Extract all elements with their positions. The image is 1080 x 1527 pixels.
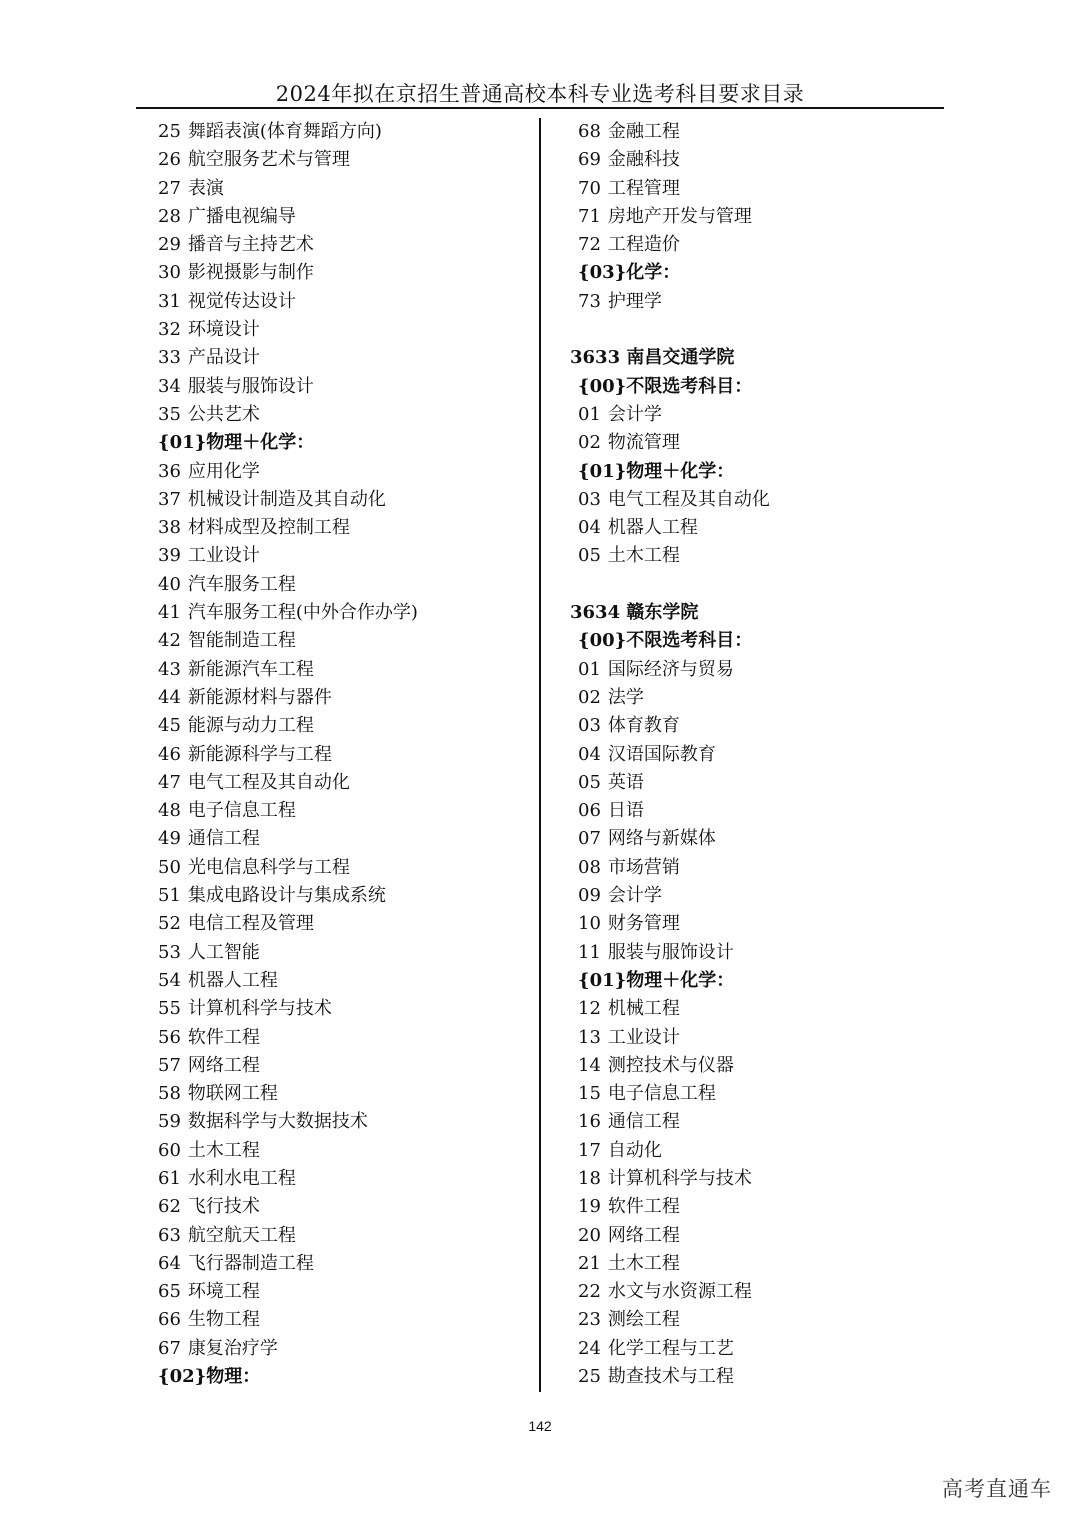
major-name: 会计学 xyxy=(607,885,662,907)
major-list-item xyxy=(570,825,950,853)
major-name: 集成电路设计与集成系统 xyxy=(187,885,386,907)
major-list-item xyxy=(158,684,533,712)
major-number: 61 xyxy=(158,1167,181,1189)
major-name: 通信工程 xyxy=(607,1111,680,1133)
major-number: 45 xyxy=(158,715,181,737)
major-number: 42 xyxy=(158,630,181,652)
school-heading: 3634 赣东学院 xyxy=(570,602,699,624)
major-list-item xyxy=(158,1335,533,1363)
major-number: 40 xyxy=(158,573,181,595)
major-number: 24 xyxy=(578,1337,601,1359)
major-name: 材料成型及控制工程 xyxy=(187,517,350,539)
major-number: 72 xyxy=(578,234,601,256)
major-name: 护理学 xyxy=(607,290,662,312)
major-name: 新能源汽车工程 xyxy=(187,658,314,680)
major-number: 27 xyxy=(158,177,181,199)
major-list-item xyxy=(158,741,533,769)
major-name: 勘查技术与工程 xyxy=(607,1366,734,1388)
major-list-item xyxy=(158,571,533,599)
major-name: 测绘工程 xyxy=(607,1309,680,1331)
major-name: 工程管理 xyxy=(607,177,680,199)
major-number: 35 xyxy=(158,403,181,425)
major-name: 财务管理 xyxy=(607,913,680,935)
major-number: 57 xyxy=(158,1054,181,1076)
major-list-item xyxy=(570,1193,950,1221)
major-name: 机器人工程 xyxy=(607,517,698,539)
major-list-item xyxy=(158,1193,533,1221)
major-number: 03 xyxy=(578,715,601,737)
major-number: 11 xyxy=(578,941,601,963)
major-name: 金融科技 xyxy=(607,149,680,171)
major-number: 59 xyxy=(158,1111,181,1133)
major-list-item xyxy=(570,1137,950,1165)
major-number: 05 xyxy=(578,545,601,567)
major-name: 会计学 xyxy=(607,403,662,425)
major-list-item xyxy=(570,1335,950,1363)
major-number: 04 xyxy=(578,517,601,539)
major-list-item xyxy=(570,882,950,910)
major-number: 65 xyxy=(158,1281,181,1303)
major-list-item xyxy=(570,429,950,457)
school-heading: 3633 南昌交通学院 xyxy=(570,347,735,369)
major-name: 人工智能 xyxy=(187,941,260,963)
major-number: 03 xyxy=(578,488,601,510)
major-number: 43 xyxy=(158,658,181,680)
major-list-item xyxy=(158,458,533,486)
major-number: 63 xyxy=(158,1224,181,1246)
major-name: 服装与服饰设计 xyxy=(607,941,734,963)
major-list-item xyxy=(570,1363,950,1391)
major-list-item xyxy=(158,259,533,287)
major-list-item xyxy=(570,1052,950,1080)
subject-requirement-heading: {03}化学： xyxy=(578,262,681,284)
major-number: 55 xyxy=(158,998,181,1020)
major-number: 06 xyxy=(578,800,601,822)
major-list-item xyxy=(570,712,950,740)
major-list-item xyxy=(158,712,533,740)
watermark: 高考直通车 xyxy=(942,1477,1052,1501)
page-number: 142 xyxy=(528,1418,552,1434)
major-list-item xyxy=(158,854,533,882)
major-name: 汽车服务工程(中外合作办学) xyxy=(187,602,418,624)
major-name: 视觉传达设计 xyxy=(187,290,296,312)
major-number: 14 xyxy=(578,1054,601,1076)
major-name: 服装与服饰设计 xyxy=(187,375,314,397)
major-name: 物流管理 xyxy=(607,432,680,454)
major-number: 02 xyxy=(578,432,601,454)
major-number: 44 xyxy=(158,686,181,708)
major-list-item xyxy=(570,175,950,203)
major-name: 飞行器制造工程 xyxy=(187,1252,314,1274)
major-list-item xyxy=(158,1165,533,1193)
major-list-item xyxy=(158,939,533,967)
major-list-item xyxy=(158,316,533,344)
major-number: 01 xyxy=(578,403,601,425)
major-list-item xyxy=(570,231,950,259)
major-name: 体育教育 xyxy=(607,715,680,737)
major-number: 41 xyxy=(158,602,181,624)
major-name: 国际经济与贸易 xyxy=(607,658,734,680)
major-number: 31 xyxy=(158,290,181,312)
major-list-item xyxy=(570,486,950,514)
major-list-item xyxy=(570,514,950,542)
major-list-item xyxy=(570,1222,950,1250)
major-name: 数据科学与大数据技术 xyxy=(187,1111,368,1133)
major-name: 英语 xyxy=(607,771,644,793)
major-number: 10 xyxy=(578,913,601,935)
major-number: 08 xyxy=(578,856,601,878)
major-number: 17 xyxy=(578,1139,601,1161)
major-list-item xyxy=(158,1278,533,1306)
major-number: 49 xyxy=(158,828,181,850)
major-list-item xyxy=(158,627,533,655)
major-name: 环境设计 xyxy=(187,319,260,341)
major-name: 网络与新媒体 xyxy=(607,828,716,850)
major-number: 07 xyxy=(578,828,601,850)
major-list-item xyxy=(158,1222,533,1250)
subject-requirement-heading: {00}不限选考科目： xyxy=(578,630,753,652)
subject-requirement-heading: {01}物理＋化学： xyxy=(158,432,315,454)
major-number: 37 xyxy=(158,488,181,510)
major-list-item xyxy=(570,995,950,1023)
major-name: 土木工程 xyxy=(607,545,680,567)
major-name: 法学 xyxy=(607,686,644,708)
major-number: 70 xyxy=(578,177,601,199)
major-list-item xyxy=(158,486,533,514)
major-name: 工程造价 xyxy=(607,234,680,256)
major-number: 67 xyxy=(158,1337,181,1359)
major-list-item xyxy=(570,1080,950,1108)
major-list-item xyxy=(158,231,533,259)
major-name: 金融工程 xyxy=(607,121,680,142)
major-list-item xyxy=(158,542,533,570)
major-number: 48 xyxy=(158,800,181,822)
page-title: 2024年拟在京招生普通高校本科专业选考科目要求目录 xyxy=(275,82,805,106)
major-name: 舞蹈表演(体育舞蹈方向) xyxy=(187,121,382,142)
major-number: 69 xyxy=(578,149,601,171)
major-number: 39 xyxy=(158,545,181,567)
major-name: 电子信息工程 xyxy=(607,1083,716,1105)
major-number: 12 xyxy=(578,998,601,1020)
major-name: 计算机科学与技术 xyxy=(607,1167,752,1189)
right-column xyxy=(570,118,950,1391)
major-name: 康复治疗学 xyxy=(187,1337,278,1359)
major-number: 51 xyxy=(158,885,181,907)
major-list-item xyxy=(158,656,533,684)
major-list-item xyxy=(570,1250,950,1278)
major-list-item xyxy=(158,1250,533,1278)
major-list-item xyxy=(570,684,950,712)
major-name: 测控技术与仪器 xyxy=(607,1054,734,1076)
major-number: 22 xyxy=(578,1281,601,1303)
major-number: 62 xyxy=(158,1196,181,1218)
major-list-item xyxy=(158,599,533,627)
major-number: 60 xyxy=(158,1139,181,1161)
major-list-item xyxy=(158,910,533,938)
major-name: 智能制造工程 xyxy=(187,630,296,652)
major-number: 25 xyxy=(158,121,181,142)
major-list-item xyxy=(158,882,533,910)
major-list-item xyxy=(158,1137,533,1165)
major-number: 46 xyxy=(158,743,181,765)
major-name: 房地产开发与管理 xyxy=(607,205,752,227)
major-list-item xyxy=(158,344,533,372)
spacer xyxy=(570,571,950,599)
column-divider xyxy=(539,118,541,1392)
major-list-item xyxy=(158,288,533,316)
spacer xyxy=(570,316,950,344)
major-number: 20 xyxy=(578,1224,601,1246)
major-list-item xyxy=(158,769,533,797)
major-name: 新能源科学与工程 xyxy=(187,743,332,765)
major-number: 38 xyxy=(158,517,181,539)
major-number: 54 xyxy=(158,969,181,991)
major-name: 市场营销 xyxy=(607,856,680,878)
major-number: 25 xyxy=(578,1366,601,1388)
major-name: 机械工程 xyxy=(607,998,680,1020)
major-list-item xyxy=(570,1165,950,1193)
major-number: 19 xyxy=(578,1196,601,1218)
major-list-item xyxy=(158,373,533,401)
major-list-item xyxy=(570,939,950,967)
major-number: 58 xyxy=(158,1083,181,1105)
title-rule xyxy=(136,107,944,109)
major-name: 产品设计 xyxy=(187,347,260,369)
major-name: 广播电视编导 xyxy=(187,205,296,227)
subject-requirement-heading: {01}物理＋化学： xyxy=(578,460,735,482)
major-name: 水利水电工程 xyxy=(187,1167,296,1189)
major-number: 30 xyxy=(158,262,181,284)
major-name: 电气工程及其自动化 xyxy=(187,771,350,793)
major-name: 工业设计 xyxy=(187,545,260,567)
major-list-item xyxy=(158,146,533,174)
major-list-item xyxy=(570,288,950,316)
major-list-item xyxy=(570,741,950,769)
major-name: 汉语国际教育 xyxy=(607,743,716,765)
major-number: 18 xyxy=(578,1167,601,1189)
major-name: 光电信息科学与工程 xyxy=(187,856,350,878)
major-name: 网络工程 xyxy=(607,1224,680,1246)
major-name: 汽车服务工程 xyxy=(187,573,296,595)
major-name: 影视摄影与制作 xyxy=(187,262,314,284)
major-number: 73 xyxy=(578,290,601,312)
major-name: 土木工程 xyxy=(607,1252,680,1274)
major-name: 航空航天工程 xyxy=(187,1224,296,1246)
major-number: 47 xyxy=(158,771,181,793)
major-number: 26 xyxy=(158,149,181,171)
major-number: 09 xyxy=(578,885,601,907)
major-number: 66 xyxy=(158,1309,181,1331)
subject-requirement-heading: {01}物理＋化学： xyxy=(578,969,735,991)
major-name: 软件工程 xyxy=(607,1196,680,1218)
major-number: 29 xyxy=(158,234,181,256)
major-list-item xyxy=(570,656,950,684)
major-name: 机械设计制造及其自动化 xyxy=(187,488,386,510)
major-number: 16 xyxy=(578,1111,601,1133)
major-number: 53 xyxy=(158,941,181,963)
major-number: 33 xyxy=(158,347,181,369)
major-number: 64 xyxy=(158,1252,181,1274)
major-list-item xyxy=(570,203,950,231)
major-number: 05 xyxy=(578,771,601,793)
major-name: 生物工程 xyxy=(187,1309,260,1331)
subject-requirement-heading: {00}不限选考科目： xyxy=(578,375,753,397)
major-list-item xyxy=(570,1278,950,1306)
major-list-item xyxy=(570,797,950,825)
major-name: 通信工程 xyxy=(187,828,260,850)
major-name: 网络工程 xyxy=(187,1054,260,1076)
major-number: 50 xyxy=(158,856,181,878)
major-list-item xyxy=(570,118,950,146)
major-name: 化学工程与工艺 xyxy=(607,1337,734,1359)
major-number: 68 xyxy=(578,121,601,142)
major-list-item xyxy=(570,1024,950,1052)
major-name: 公共艺术 xyxy=(187,403,260,425)
major-list-item xyxy=(570,1108,950,1136)
left-column xyxy=(158,118,533,1391)
major-name: 表演 xyxy=(187,177,224,199)
major-number: 52 xyxy=(158,913,181,935)
major-name: 水文与水资源工程 xyxy=(607,1281,752,1303)
major-name: 能源与动力工程 xyxy=(187,715,314,737)
major-list-item xyxy=(570,769,950,797)
major-name: 新能源材料与器件 xyxy=(187,686,332,708)
major-list-item xyxy=(158,1024,533,1052)
major-name: 电子信息工程 xyxy=(187,800,296,822)
major-name: 应用化学 xyxy=(187,460,260,482)
major-name: 电信工程及管理 xyxy=(187,913,314,935)
major-name: 工业设计 xyxy=(607,1026,680,1048)
major-list-item xyxy=(158,514,533,542)
major-number: 56 xyxy=(158,1026,181,1048)
major-name: 机器人工程 xyxy=(187,969,278,991)
major-number: 34 xyxy=(158,375,181,397)
major-name: 电气工程及其自动化 xyxy=(607,488,770,510)
major-number: 36 xyxy=(158,460,181,482)
subject-requirement-heading: {02}物理： xyxy=(158,1366,261,1388)
major-list-item xyxy=(570,1306,950,1334)
major-number: 28 xyxy=(158,205,181,227)
major-list-item xyxy=(570,146,950,174)
major-name: 软件工程 xyxy=(187,1026,260,1048)
major-number: 02 xyxy=(578,686,601,708)
major-number: 21 xyxy=(578,1252,601,1274)
major-number: 13 xyxy=(578,1026,601,1048)
major-name: 航空服务艺术与管理 xyxy=(187,149,350,171)
major-number: 04 xyxy=(578,743,601,765)
major-number: 23 xyxy=(578,1309,601,1331)
major-name: 飞行技术 xyxy=(187,1196,260,1218)
major-name: 环境工程 xyxy=(187,1281,260,1303)
major-list-item xyxy=(158,967,533,995)
major-list-item xyxy=(158,1306,533,1334)
major-list-item xyxy=(158,995,533,1023)
major-list-item xyxy=(158,1080,533,1108)
major-name: 计算机科学与技术 xyxy=(187,998,332,1020)
major-list-item xyxy=(570,910,950,938)
major-list-item xyxy=(570,854,950,882)
major-list-item xyxy=(158,203,533,231)
major-list-item xyxy=(158,118,533,146)
major-list-item xyxy=(158,1108,533,1136)
major-number: 15 xyxy=(578,1083,601,1105)
major-name: 自动化 xyxy=(607,1139,662,1161)
major-list-item xyxy=(158,1052,533,1080)
major-list-item xyxy=(158,797,533,825)
major-number: 32 xyxy=(158,319,181,341)
major-name: 土木工程 xyxy=(187,1139,260,1161)
major-name: 播音与主持艺术 xyxy=(187,234,314,256)
major-number: 01 xyxy=(578,658,601,680)
major-name: 物联网工程 xyxy=(187,1083,278,1105)
major-list-item xyxy=(570,542,950,570)
major-list-item xyxy=(158,825,533,853)
major-number: 71 xyxy=(578,205,601,227)
major-list-item xyxy=(158,401,533,429)
major-name: 日语 xyxy=(607,800,644,822)
major-list-item xyxy=(570,401,950,429)
major-list-item xyxy=(158,175,533,203)
